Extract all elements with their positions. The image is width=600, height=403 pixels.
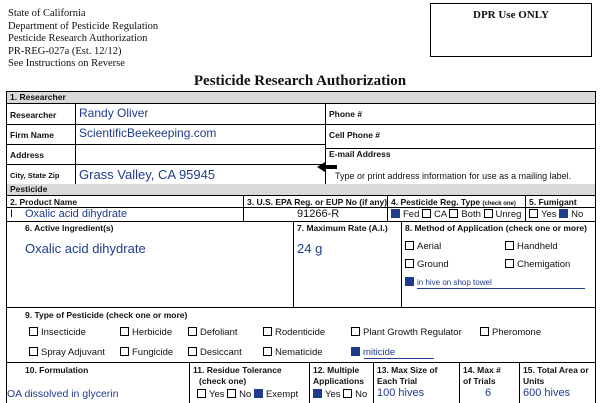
option-label: Insecticide (41, 327, 86, 338)
header-line: State of California (8, 8, 86, 19)
checkbox-checked[interactable] (405, 277, 414, 286)
option-label: No (239, 389, 252, 400)
option-label: No (571, 209, 584, 220)
option-label: Yes (541, 209, 557, 220)
option-label: Aerial (417, 241, 442, 252)
checkbox[interactable] (505, 241, 514, 250)
reg-type-unreg[interactable] (484, 209, 522, 220)
option-label: Exempt (265, 389, 299, 400)
checkbox[interactable] (422, 209, 431, 218)
multiple-applications-label: 12. Multiple (313, 365, 360, 375)
fumigant-no[interactable] (559, 209, 583, 220)
checkbox[interactable] (263, 327, 272, 336)
form-title: Pesticide Research Authorization (193, 73, 407, 89)
product-name-field[interactable]: Oxalic acid dihydrate (25, 208, 128, 220)
checkbox[interactable] (29, 347, 38, 356)
reg-type-fed[interactable] (391, 209, 419, 220)
phone-field[interactable] (387, 106, 587, 122)
multiple-no[interactable] (343, 389, 367, 400)
checkbox[interactable] (529, 209, 538, 218)
max-size-label-2: Each Trial (377, 376, 418, 386)
checkbox-checked[interactable] (313, 389, 322, 398)
row-marker: I (10, 208, 14, 220)
option-label: Chemigation (517, 259, 571, 270)
option-label: CA (434, 209, 447, 220)
total-area-label-2: Units (523, 376, 545, 386)
header-line: Pesticide Research Authorization (8, 33, 148, 44)
checkbox[interactable] (263, 347, 272, 356)
researcher-label: Researcher (10, 110, 57, 120)
city-state-zip-field[interactable]: Grass Valley, CA 95945 (79, 167, 216, 182)
multiple-options (313, 389, 367, 400)
option-label: Handheld (517, 241, 558, 252)
option-label: Fed (403, 209, 420, 220)
checkbox[interactable] (484, 209, 493, 218)
type-plant-growth-regulator[interactable] (351, 327, 462, 338)
option-label: No (355, 389, 368, 400)
checkbox[interactable] (197, 389, 206, 398)
total-area-label: 15. Total Area or (523, 365, 589, 375)
option-label: Yes (209, 389, 225, 400)
section-researcher: 1. Researcher (7, 92, 595, 104)
type-fungicide[interactable] (120, 347, 173, 358)
epa-reg-field[interactable]: 91266-R (297, 208, 340, 220)
checkbox[interactable] (120, 327, 129, 336)
type-other[interactable] (351, 347, 395, 358)
option-label: Nematicide (275, 347, 323, 358)
option-label: Fungicide (132, 347, 174, 358)
checkbox[interactable] (188, 347, 197, 356)
max-trials-label: 14. Max # (463, 365, 501, 375)
checkbox[interactable] (120, 347, 129, 356)
reg-type-ca[interactable] (422, 209, 447, 220)
pesticide-type-label: 9. Type of Pesticide (check one or more) (25, 310, 188, 320)
mailing-label-note: Type or print address information for use as a mailing label. (335, 171, 572, 181)
fumigant-yes[interactable] (529, 209, 557, 220)
option-label: Spray Adjuvant (41, 347, 105, 358)
option-label: Defoliant (200, 327, 238, 338)
checkbox-checked[interactable] (391, 209, 400, 218)
multiple-yes[interactable] (313, 389, 341, 400)
residue-exempt[interactable] (254, 389, 298, 400)
reg-type-hint: (check one) (482, 201, 516, 207)
method-label: 8. Method of Application (check one or more) (405, 223, 587, 233)
max-trials-field[interactable]: 6 (485, 387, 492, 399)
method-other-value: in hive on shop towel (417, 278, 492, 287)
checkbox-checked[interactable] (254, 389, 263, 398)
arrow-left-icon (317, 162, 337, 172)
checkbox[interactable] (188, 327, 197, 336)
type-other-value: miticide (363, 347, 396, 358)
reg-type-title: 4. Pesticide Reg. Type (391, 197, 481, 207)
reg-type-label (391, 197, 516, 207)
checkbox[interactable] (480, 327, 489, 336)
option-label: Plant Growth Regulator (363, 327, 462, 338)
max-trials-label-2: of Trials (463, 376, 496, 386)
method-chemigation[interactable] (505, 259, 570, 270)
agency-header (8, 8, 158, 71)
dpr-use-only-box (430, 3, 592, 57)
max-size-field[interactable]: 100 hives (377, 387, 425, 399)
fumigant-options (529, 209, 583, 220)
header-line: See Instructions on Reverse (8, 58, 125, 69)
address-field[interactable] (79, 146, 319, 162)
city-state-zip-label: City, State Zip (10, 171, 60, 180)
type-insecticide[interactable] (29, 327, 86, 338)
type-desiccant[interactable] (188, 347, 242, 358)
checkbox-checked[interactable] (559, 209, 568, 218)
dpr-use-only-label: DPR Use ONLY (473, 9, 549, 21)
checkbox[interactable] (405, 241, 414, 250)
firm-name-field[interactable]: ScientificBeekeeping.com (79, 126, 217, 140)
residue-no[interactable] (227, 389, 251, 400)
type-nematicide[interactable] (263, 347, 323, 358)
email-label: E-mail Address (329, 149, 391, 159)
residue-tolerance-label: 11. Residue Tolerance (193, 365, 282, 375)
formulation-field[interactable]: OA dissolved in glycerin (7, 388, 119, 400)
type-defoliant[interactable] (188, 327, 238, 338)
epa-reg-label: 3. U.S. EPA Reg. or EUP No (if any) (247, 197, 388, 207)
reg-type-options (391, 209, 521, 220)
total-area-field[interactable]: 600 hives (523, 387, 571, 399)
method-handheld[interactable] (505, 241, 558, 252)
max-rate-label: 7. Maximum Rate (A.I.) (297, 223, 388, 233)
reg-type-both[interactable] (449, 209, 481, 220)
fumigant-label: 5. Fumigant (529, 197, 577, 207)
address-label: Address (10, 150, 45, 160)
formulation-label: 10. Formulation (25, 365, 89, 375)
method-other[interactable] (405, 277, 492, 287)
option-label: Yes (325, 389, 341, 400)
header-line: Department of Pesticide Regulation (8, 20, 159, 32)
checkbox[interactable] (405, 259, 414, 268)
max-rate-field[interactable]: 24 g (297, 241, 323, 256)
active-ingredient-label: 6. Active Ingredient(s) (25, 223, 114, 233)
active-ingredient-field[interactable]: Oxalic acid dihydrate (25, 241, 146, 256)
checkbox[interactable] (449, 209, 458, 218)
cell-phone-field[interactable] (397, 127, 587, 143)
multiple-applications-label-2: Applications (313, 376, 365, 386)
firm-name-label: Firm Name (10, 130, 54, 140)
option-label: Herbicide (132, 327, 173, 338)
form-body (6, 91, 596, 403)
checkbox[interactable] (29, 327, 38, 336)
option-label: Unreg (495, 209, 522, 220)
option-label: Rodenticide (275, 327, 326, 338)
option-label: Pheromone (492, 327, 542, 338)
type-rodenticide[interactable] (263, 327, 325, 338)
cell-phone-label: Cell Phone # (329, 130, 381, 140)
option-label: Both (461, 209, 481, 220)
type-pheromone[interactable] (480, 327, 541, 338)
residue-options (197, 389, 298, 400)
residue-yes[interactable] (197, 389, 225, 400)
checkbox[interactable] (351, 327, 360, 336)
option-label: Ground (417, 259, 449, 270)
checkbox[interactable] (227, 389, 236, 398)
section-pesticide: Pesticide (7, 184, 595, 196)
method-aerial[interactable] (405, 241, 441, 252)
email-field[interactable] (329, 158, 589, 166)
max-size-label: 13. Max Size of (377, 365, 438, 375)
product-name-label: 2. Product Name (10, 197, 78, 207)
residue-tolerance-hint: (check one) (199, 376, 247, 386)
type-spray-adjuvant[interactable] (29, 347, 105, 358)
researcher-field[interactable]: Randy Oliver (79, 106, 149, 120)
phone-label: Phone # (329, 109, 363, 119)
option-label: Desiccant (200, 347, 242, 358)
method-ground[interactable] (405, 259, 449, 270)
header-line: PR-REG-027a (Est. 12/12) (8, 45, 122, 57)
checkbox[interactable] (343, 389, 352, 398)
checkbox[interactable] (505, 259, 514, 268)
checkbox-checked[interactable] (351, 347, 360, 356)
type-herbicide[interactable] (120, 327, 172, 338)
